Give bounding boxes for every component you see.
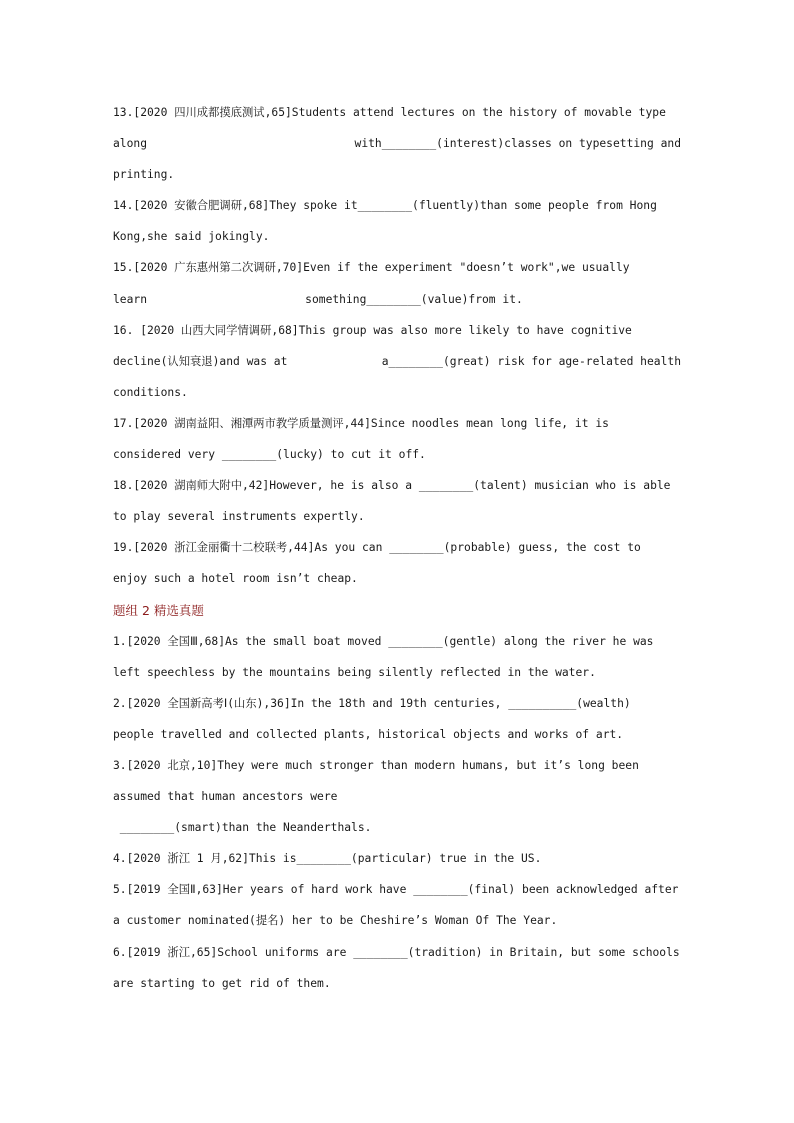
text-line: Kong,she said jokingly. xyxy=(113,230,270,244)
text-line xyxy=(113,346,681,377)
text-line: 18.[2020 湖南师大附中,42]However, he is also a ________(talent) musician who is able xyxy=(113,479,671,493)
text-segment: something________(value)from it. xyxy=(305,292,523,306)
text-segment: learn xyxy=(113,292,148,306)
text-line: 16. [2020 山西大同学情调研,68]This group was also more likely to have cognitive xyxy=(113,323,632,337)
text-line: 5.[2019 全国Ⅱ,63]Her years of hard work have ________(final) been acknowledged after xyxy=(113,883,679,897)
text-segment: along xyxy=(113,137,148,151)
exercise-group-1 xyxy=(113,97,681,595)
text-line: 17.[2020 湖南益阳、湘潭两市教学质量测评,44]Since noodles mean long life, it is xyxy=(113,416,609,430)
text-line: 4.[2020 浙江 1 月,62]This is________(particular) true in the US. xyxy=(113,852,542,866)
text-line: conditions. xyxy=(113,385,188,399)
text-line: 15.[2020 广东惠州第二次调研,70]Even if the experiment "doesn’t work",we usually xyxy=(113,261,630,275)
document-body xyxy=(113,97,681,999)
text-segment: a________(great) risk for age-related health xyxy=(381,354,681,368)
text-line: 13.[2020 四川成都摸底测试,65]Students attend lectures on the history of movable type xyxy=(113,106,666,119)
text-line: 2.[2020 全国新高考Ⅰ(山东),36]In the 18th and 19th centuries, __________(wealth) xyxy=(113,696,631,710)
text-line: 19.[2020 浙江金丽衢十二校联考,44]As you can ________(probable) guess, the cost to xyxy=(113,541,641,555)
text-line: are starting to get rid of them. xyxy=(113,976,331,990)
exercise-group-2 xyxy=(113,626,681,999)
text-line: enjoy such a hotel room isn’t cheap. xyxy=(113,572,358,586)
text-line: 3.[2020 北京,10]They were much stronger than modern humans, but it’s long been xyxy=(113,758,639,772)
text-segment: decline(认知衰退)and was at xyxy=(113,354,288,368)
text-line: 14.[2020 安徽合肥调研,68]They spoke it________(fluently)than some people from Hong xyxy=(113,199,657,213)
text-line: left speechless by the mountains being silently reflected in the water. xyxy=(113,665,596,679)
section-heading: 题组 2 精选真题 xyxy=(113,602,204,618)
text-line xyxy=(113,128,681,159)
text-line: a customer nominated(提名) her to be Cheshire’s Woman Of The Year. xyxy=(113,914,558,928)
text-line: assumed that human ancestors were xyxy=(113,790,338,804)
text-line: ________(smart)than the Neanderthals. xyxy=(113,821,372,835)
text-line: printing. xyxy=(113,168,175,182)
text-segment: with________(interest)classes on typesetting and xyxy=(354,137,681,151)
text-line xyxy=(113,284,681,315)
text-line: considered very ________(lucky) to cut it off. xyxy=(113,448,426,462)
text-line: 6.[2019 浙江,65]School uniforms are ________(tradition) in Britain, but some schools xyxy=(113,945,680,959)
text-line: people travelled and collected plants, historical objects and works of art. xyxy=(113,727,624,741)
text-line: to play several instruments expertly. xyxy=(113,510,365,524)
text-line: 1.[2020 全国Ⅲ,68]As the small boat moved ________(gentle) along the river he was xyxy=(113,634,654,648)
